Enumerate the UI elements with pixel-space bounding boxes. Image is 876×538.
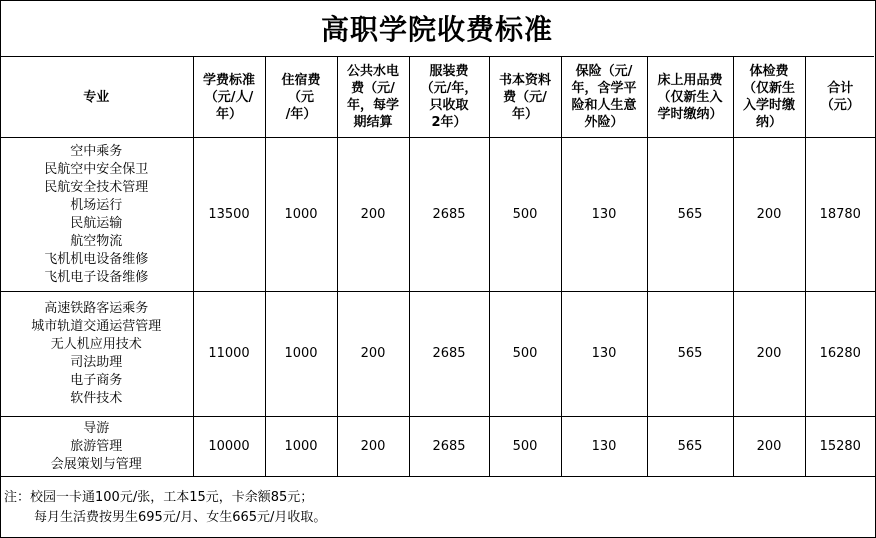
total-cell: 18780 <box>805 138 875 292</box>
utilities-cell: 200 <box>337 417 409 477</box>
fee-table <box>0 57 875 477</box>
tuition-cell: 11000 <box>193 292 265 417</box>
dorm-cell: 1000 <box>265 138 337 292</box>
insurance-cell: 130 <box>561 292 647 417</box>
header-uniform: 服装费 （元/年， 只收取 2年） <box>409 57 489 138</box>
books-cell: 500 <box>489 138 561 292</box>
bedding-cell: 565 <box>647 138 733 292</box>
header-tuition: 学费标准 （元/人/ 年） <box>193 57 265 138</box>
uniform-cell: 2685 <box>409 292 489 417</box>
physical-cell: 200 <box>733 292 805 417</box>
uniform-cell: 2685 <box>409 417 489 477</box>
header-books: 书本资料 费（元/ 年） <box>489 57 561 138</box>
title-bar <box>0 0 874 57</box>
dorm-cell: 1000 <box>265 292 337 417</box>
header-insurance: 保险（元/ 年，含学平 险和人生意 外险） <box>561 57 647 138</box>
uniform-cell: 2685 <box>409 138 489 292</box>
tuition-cell: 10000 <box>193 417 265 477</box>
header-major: 专业 <box>0 57 193 138</box>
header-physical: 体检费 （仅新生 入学时缴 纳） <box>733 57 805 138</box>
utilities-cell: 200 <box>337 138 409 292</box>
header-total: 合计 （元） <box>805 57 875 138</box>
bedding-cell: 565 <box>647 292 733 417</box>
utilities-cell: 200 <box>337 292 409 417</box>
header-utilities: 公共水电 费（元/ 年，每学 期结算 <box>337 57 409 138</box>
dorm-cell: 1000 <box>265 417 337 477</box>
physical-cell: 200 <box>733 138 805 292</box>
bedding-cell: 565 <box>647 417 733 477</box>
insurance-cell: 130 <box>561 138 647 292</box>
major-list: 高速铁路客运乘务 城市轨道交通运营管理 无人机应用技术 司法助理 电子商务 软件技术 <box>0 292 193 417</box>
major-list: 空中乘务 民航空中安全保卫 民航安全技术管理 机场运行 民航运输 航空物流 飞机机电设备维修 飞机电子设备维修 <box>0 138 193 292</box>
tuition-cell: 13500 <box>193 138 265 292</box>
physical-cell: 200 <box>733 417 805 477</box>
footnote-line: 注：校园一卡通100元/张，工本15元，卡余额85元； <box>4 490 314 505</box>
table-row <box>0 138 875 292</box>
total-cell: 16280 <box>805 292 875 417</box>
table-row <box>0 292 875 417</box>
header-row <box>0 57 875 138</box>
header-dorm: 住宿费 （元 /年） <box>265 57 337 138</box>
books-cell: 500 <box>489 292 561 417</box>
insurance-cell: 130 <box>561 417 647 477</box>
table-row <box>0 417 875 477</box>
header-bedding: 床上用品费 （仅新生入 学时缴纳） <box>647 57 733 138</box>
total-cell: 15280 <box>805 417 875 477</box>
footnote-line: 每月生活费按男生695元/月、女生665元/月收取。 <box>34 510 327 525</box>
footnote <box>4 488 326 528</box>
major-list: 导游 旅游管理 会展策划与管理 <box>0 417 193 477</box>
page-title: 高职学院收费标准 <box>320 13 553 46</box>
books-cell: 500 <box>489 417 561 477</box>
